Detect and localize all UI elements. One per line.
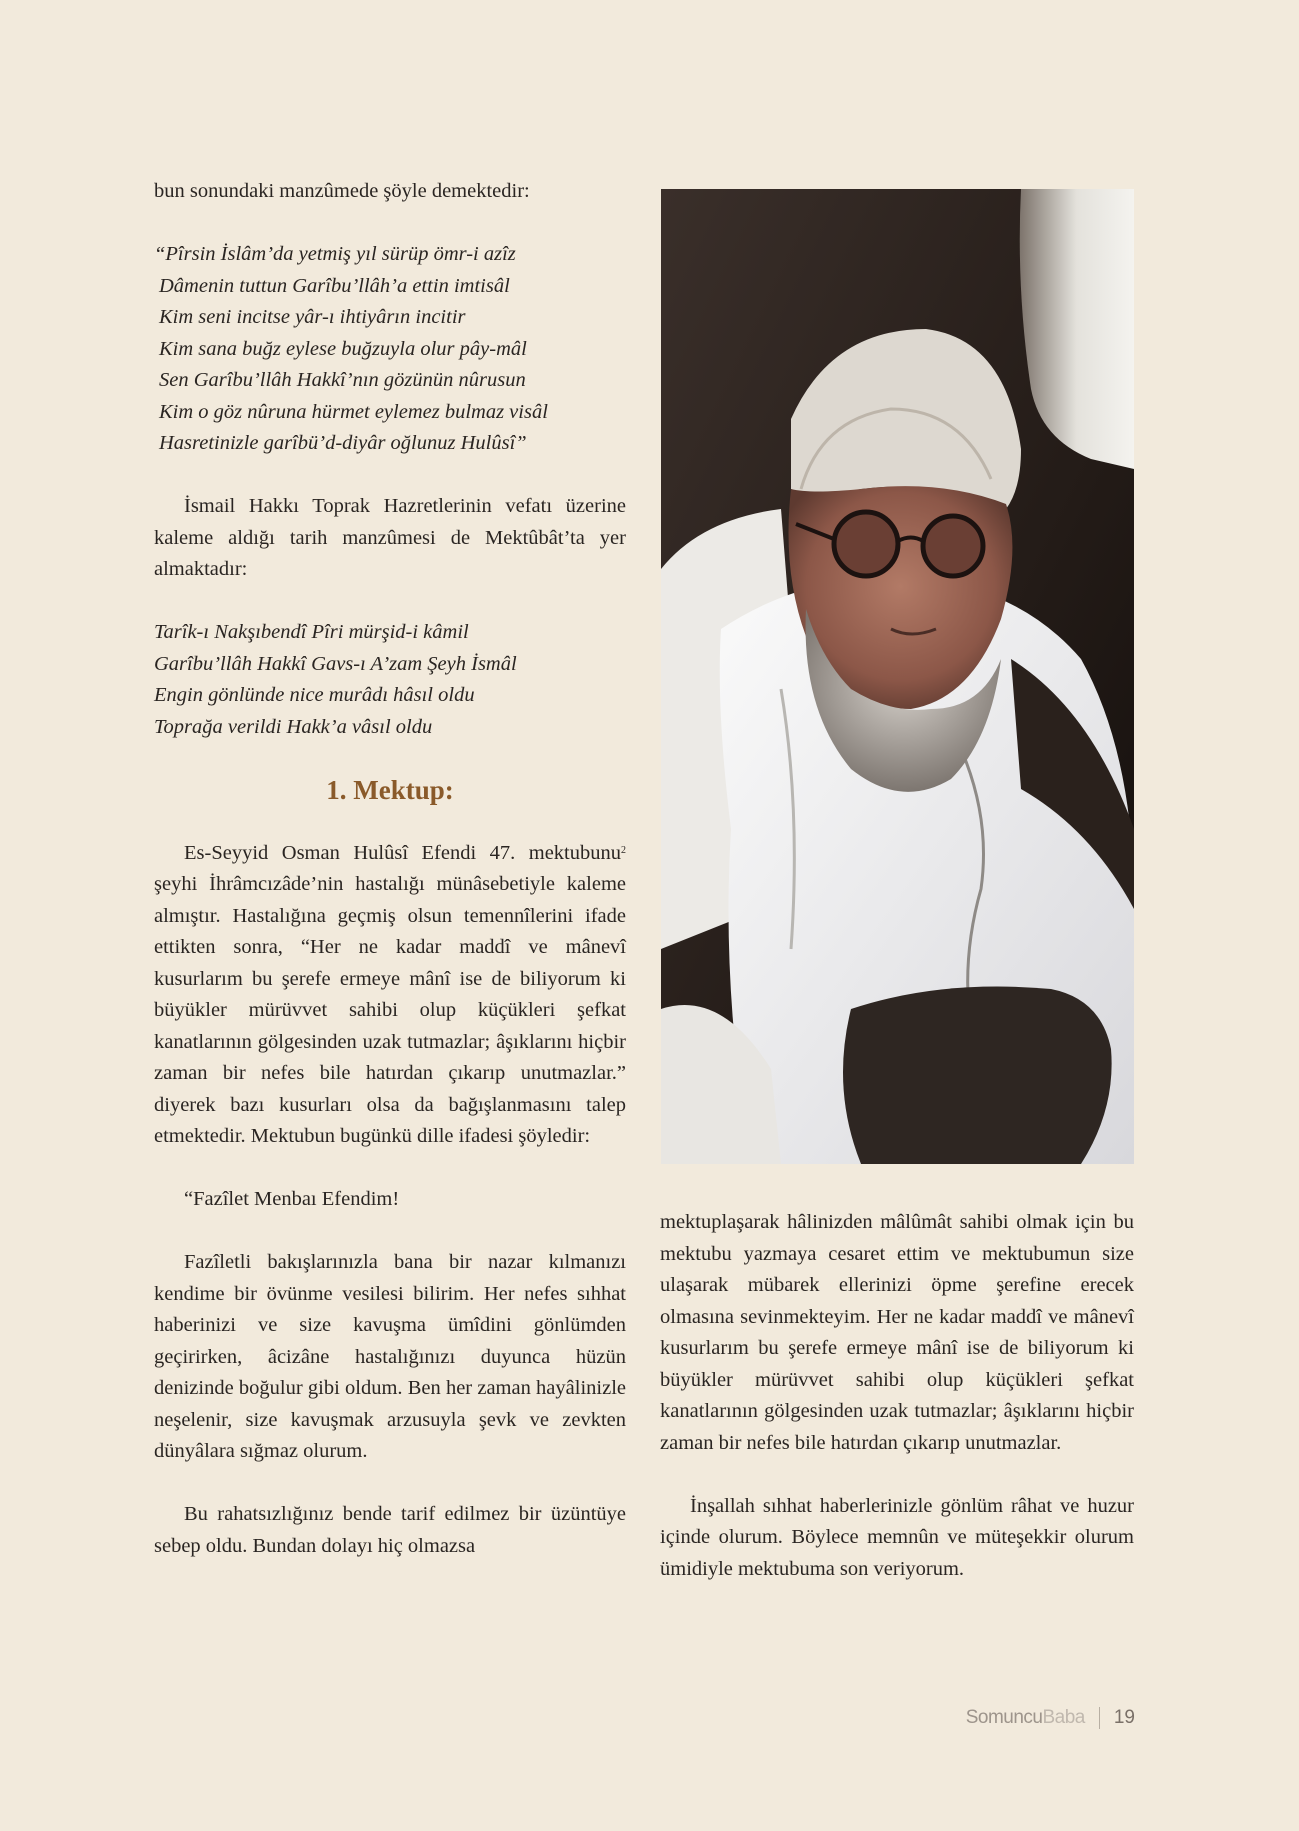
poem-line: Sen Garîbu’llâh Hakkî’nın gözünün nûrusun <box>159 369 526 391</box>
paragraph <box>154 838 626 1153</box>
footnote-ref[interactable]: 2 <box>621 844 626 856</box>
poem-line: “Pîrsin İslâm’da yetmiş yıl sürüp ömr-i azîz <box>154 243 516 265</box>
paragraph: mektuplaşarak hâlinizden mâlûmât sahibi olmak için bu mektubu yazmaya cesaret ettim ve mektubumun size ulaşarak mübarek ellerinizi öpme şerefine erecek olmasına sevinmekteyim. Her ne kadar maddî ve mânevî kusurlarım bu şerefe ermeye mânî ise de biliyorum ki büyükler mürüvvet sahibi olup küçükleri şefkat kanatlarının gölgesinden uzak tutmazlar; âşıklarını hiçbir zaman bir nefes bile hatırdan çıkarıp unutmazlar. <box>660 1211 1134 1454</box>
left-column <box>154 176 626 1562</box>
poem-one <box>154 239 626 460</box>
divider <box>1099 1707 1100 1729</box>
portrait-photo <box>661 189 1134 1164</box>
poem-two <box>154 617 626 743</box>
poem-line: Kim sana buğz eylese buğzuyla olur pây-mâl <box>159 337 527 360</box>
paragraph-text: şeyhi İhrâmcızâde’nin hastalığı münâsebetiyle kaleme almıştır. Hastalığına geçmiş olsun temennîlerini ifade ettikten sonra, “Her ne kadar maddî ve mânevî kusurlarım bu şerefe ermeye mânî ise de biliyorum ki büyükler mürüvvet sahibi olup küçükleri şefkat kanatlarının gölgesinden uzak tutmazlar; âşıklarını hiçbir zaman bir nefes bile hatırdan çıkarıp unutmazlar.” diyerek bazı kusurları olsa da bağışlanmasını talep etmektedir. Mektubun bugünkü dille ifadesi şöyledir: <box>154 873 626 1147</box>
paragraph: Fazîletli bakışlarınızla bana bir nazar kılmanızı kendime bir övünme vesilesi bilirim. Her nefes sıhhat haberinizi ve size kavuşma ümîdini gönlümden geçirirken, âcizâne hastalığınızı duyunca hüzün denizinde boğulur gibi oldum. Ben her zaman hayâlinizle neşelenir, size kavuşmak arzusuyla şevk ve zevkten dünyâlara sığmaz olurum. <box>154 1251 626 1462</box>
poem-line: Garîbu’llâh Hakkî Gavs-ı A’zam Şeyh İsmâl <box>154 652 517 675</box>
poem-line: Dâmenin tuttun Garîbu’llâh’a ettin imtisâl <box>159 274 510 297</box>
footer <box>966 1703 1135 1733</box>
poem-line: Kim o göz nûruna hürmet eylemez bulmaz visâl <box>159 400 548 423</box>
poem-line: Toprağa verildi Hakk’a vâsıl oldu <box>154 715 433 738</box>
poem-line: Engin gönlünde nice murâdı hâsıl oldu <box>154 684 475 706</box>
section-heading: 1. Mektup: <box>326 774 454 805</box>
right-column <box>660 1207 1134 1585</box>
poem-line: Kim seni incitse yâr-ı ihtiyârın incitir <box>159 306 466 328</box>
salutation: “Fazîlet Menbaı Efendim! <box>184 1188 400 1210</box>
poem-line: Tarîk-ı Nakşıbendî Pîri mürşid-i kâmil <box>154 621 469 643</box>
paragraph: İnşallah sıhhat haberlerinizle gönlüm râhat ve huzur içinde olurum. Böylece memnûn ve müteşekkir olurum ümidiyle mektubuma son veriyorum. <box>660 1494 1134 1580</box>
paragraph: Bu rahatsızlığınız bende tarif edilmez bir üzüntüye sebep oldu. Bundan dolayı hiç olmazsa <box>154 1503 626 1557</box>
poem-line: Hasretinizle garîbü’d-diyâr oğlunuz Hulûsî” <box>159 432 527 454</box>
intro-text: bun sonundaki manzûmede şöyle demektedir: <box>154 180 530 202</box>
paragraph: İsmail Hakkı Toprak Hazretlerinin vefatı üzerine kaleme aldığı tarih manzûmesi de Mektûbât’ta yer almaktadır: <box>154 495 626 580</box>
brand-logo: SomuncuBaba <box>965 1707 1085 1728</box>
paragraph-text: Es-Seyyid Osman Hulûsî Efendi 47. mektubunu <box>184 841 621 864</box>
page-number: 19 <box>1113 1707 1135 1728</box>
